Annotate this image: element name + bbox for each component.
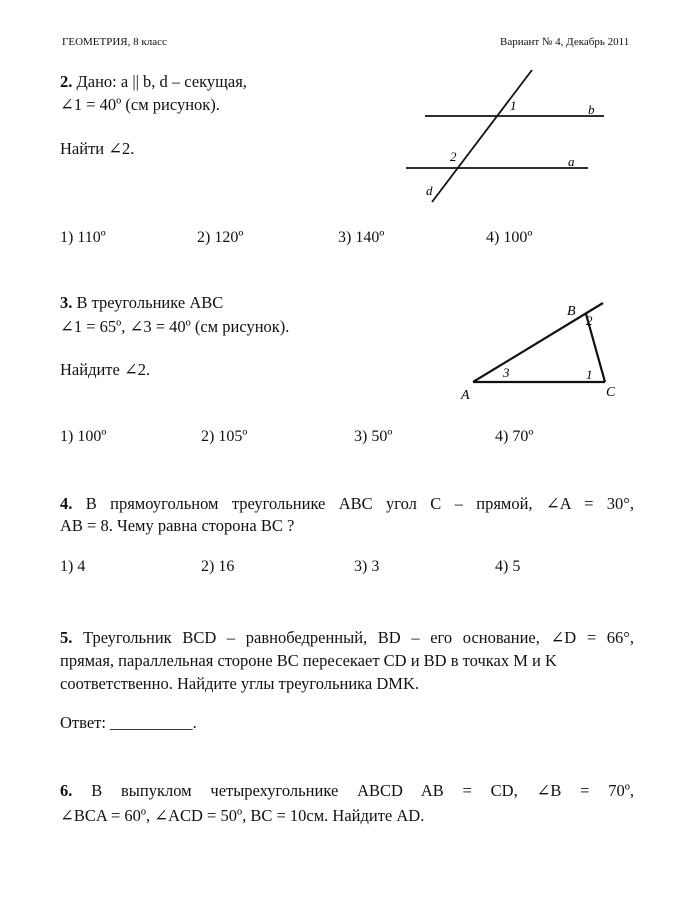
q5-line2: прямая, параллельная стороне BC пересекает CD и BD в точках M и K bbox=[60, 651, 557, 670]
vertex-B-label: B bbox=[567, 304, 576, 319]
q6-text: В выпуклом четырехугольнике ABCD AB = CD, ∠B = 70º, bbox=[91, 781, 634, 800]
side-AB-extended bbox=[473, 303, 603, 382]
q4-number: 4. bbox=[60, 494, 73, 513]
q4-option-4[interactable]: 4) 5 bbox=[495, 558, 521, 575]
q3-line1 bbox=[60, 292, 223, 314]
q4-option-3[interactable]: 3) 3 bbox=[354, 558, 380, 575]
q6-line1 bbox=[60, 780, 634, 802]
q2-line2: ∠1 = 40º (см рисунок). bbox=[60, 95, 220, 114]
q6-line2: ∠BCA = 60º, ∠ACD = 50º, BC = 10см. Найдите AD. bbox=[60, 806, 425, 825]
q3-angle3-label: 3 bbox=[503, 365, 510, 380]
q2-option-4[interactable]: 4) 100º bbox=[486, 229, 533, 246]
q3-angle2-label: 2 bbox=[586, 313, 593, 328]
q3-angle1-label: 1 bbox=[586, 367, 593, 382]
q5-answer-field[interactable]: Ответ: __________. bbox=[60, 713, 197, 732]
q2-option-1[interactable]: 1) 110º bbox=[60, 229, 106, 246]
q2-figure bbox=[400, 65, 610, 205]
q2-given: Дано: a || b, d – секущая, bbox=[76, 72, 247, 91]
q5-line3: соответственно. Найдите углы треугольника DMK. bbox=[60, 674, 420, 693]
q3-question: Найдите ∠2. bbox=[60, 360, 151, 379]
q2-angle1-label: 1 bbox=[510, 98, 517, 113]
vertex-A-label: A bbox=[461, 388, 470, 403]
q4-option-2[interactable]: 2) 16 bbox=[201, 558, 235, 575]
q3-figure bbox=[455, 295, 615, 410]
q2-option-2[interactable]: 2) 120º bbox=[197, 229, 244, 246]
q5-number: 5. bbox=[60, 628, 73, 647]
q2-line-b-label: b bbox=[588, 102, 595, 117]
q5-text: Треугольник BCD – равнобедренный, BD – его основание, ∠D = 66°, bbox=[83, 628, 635, 647]
q2-angle2-label: 2 bbox=[450, 149, 457, 164]
q2-line-d-label: d bbox=[426, 183, 433, 198]
q2-question: Найти ∠2. bbox=[60, 139, 135, 158]
q4-line2: AB = 8. Чему равна сторона BC ? bbox=[60, 516, 295, 535]
q3-option-2[interactable]: 2) 105º bbox=[201, 428, 248, 445]
header-subject: ГЕОМЕТРИЯ, 8 класс bbox=[62, 36, 167, 48]
q3-option-1[interactable]: 1) 100º bbox=[60, 428, 107, 445]
q3-text: В треугольнике ABC bbox=[76, 293, 224, 312]
header-variant: Вариант № 4, Декабрь 2011 bbox=[500, 36, 630, 48]
q3-number: 3. bbox=[60, 293, 73, 312]
q4-line1 bbox=[60, 493, 634, 515]
q4-text: В прямоугольном треугольнике ABC угол C – прямой, ∠A = 30°, bbox=[85, 494, 635, 513]
q2-number: 2. bbox=[60, 72, 73, 91]
vertex-C-label: C bbox=[606, 385, 615, 400]
q5-line1 bbox=[60, 627, 634, 649]
q4-option-1[interactable]: 1) 4 bbox=[60, 558, 86, 575]
q2-line-a-label: a bbox=[568, 154, 575, 169]
q3-option-3[interactable]: 3) 50º bbox=[354, 428, 393, 445]
line-d bbox=[432, 70, 532, 202]
q3-option-4[interactable]: 4) 70º bbox=[495, 428, 534, 445]
q3-line2: ∠1 = 65º, ∠3 = 40º (см рисунок). bbox=[60, 317, 290, 336]
q2-option-3[interactable]: 3) 140º bbox=[338, 229, 385, 246]
q2-line1 bbox=[60, 71, 247, 93]
q6-number: 6. bbox=[60, 781, 73, 800]
